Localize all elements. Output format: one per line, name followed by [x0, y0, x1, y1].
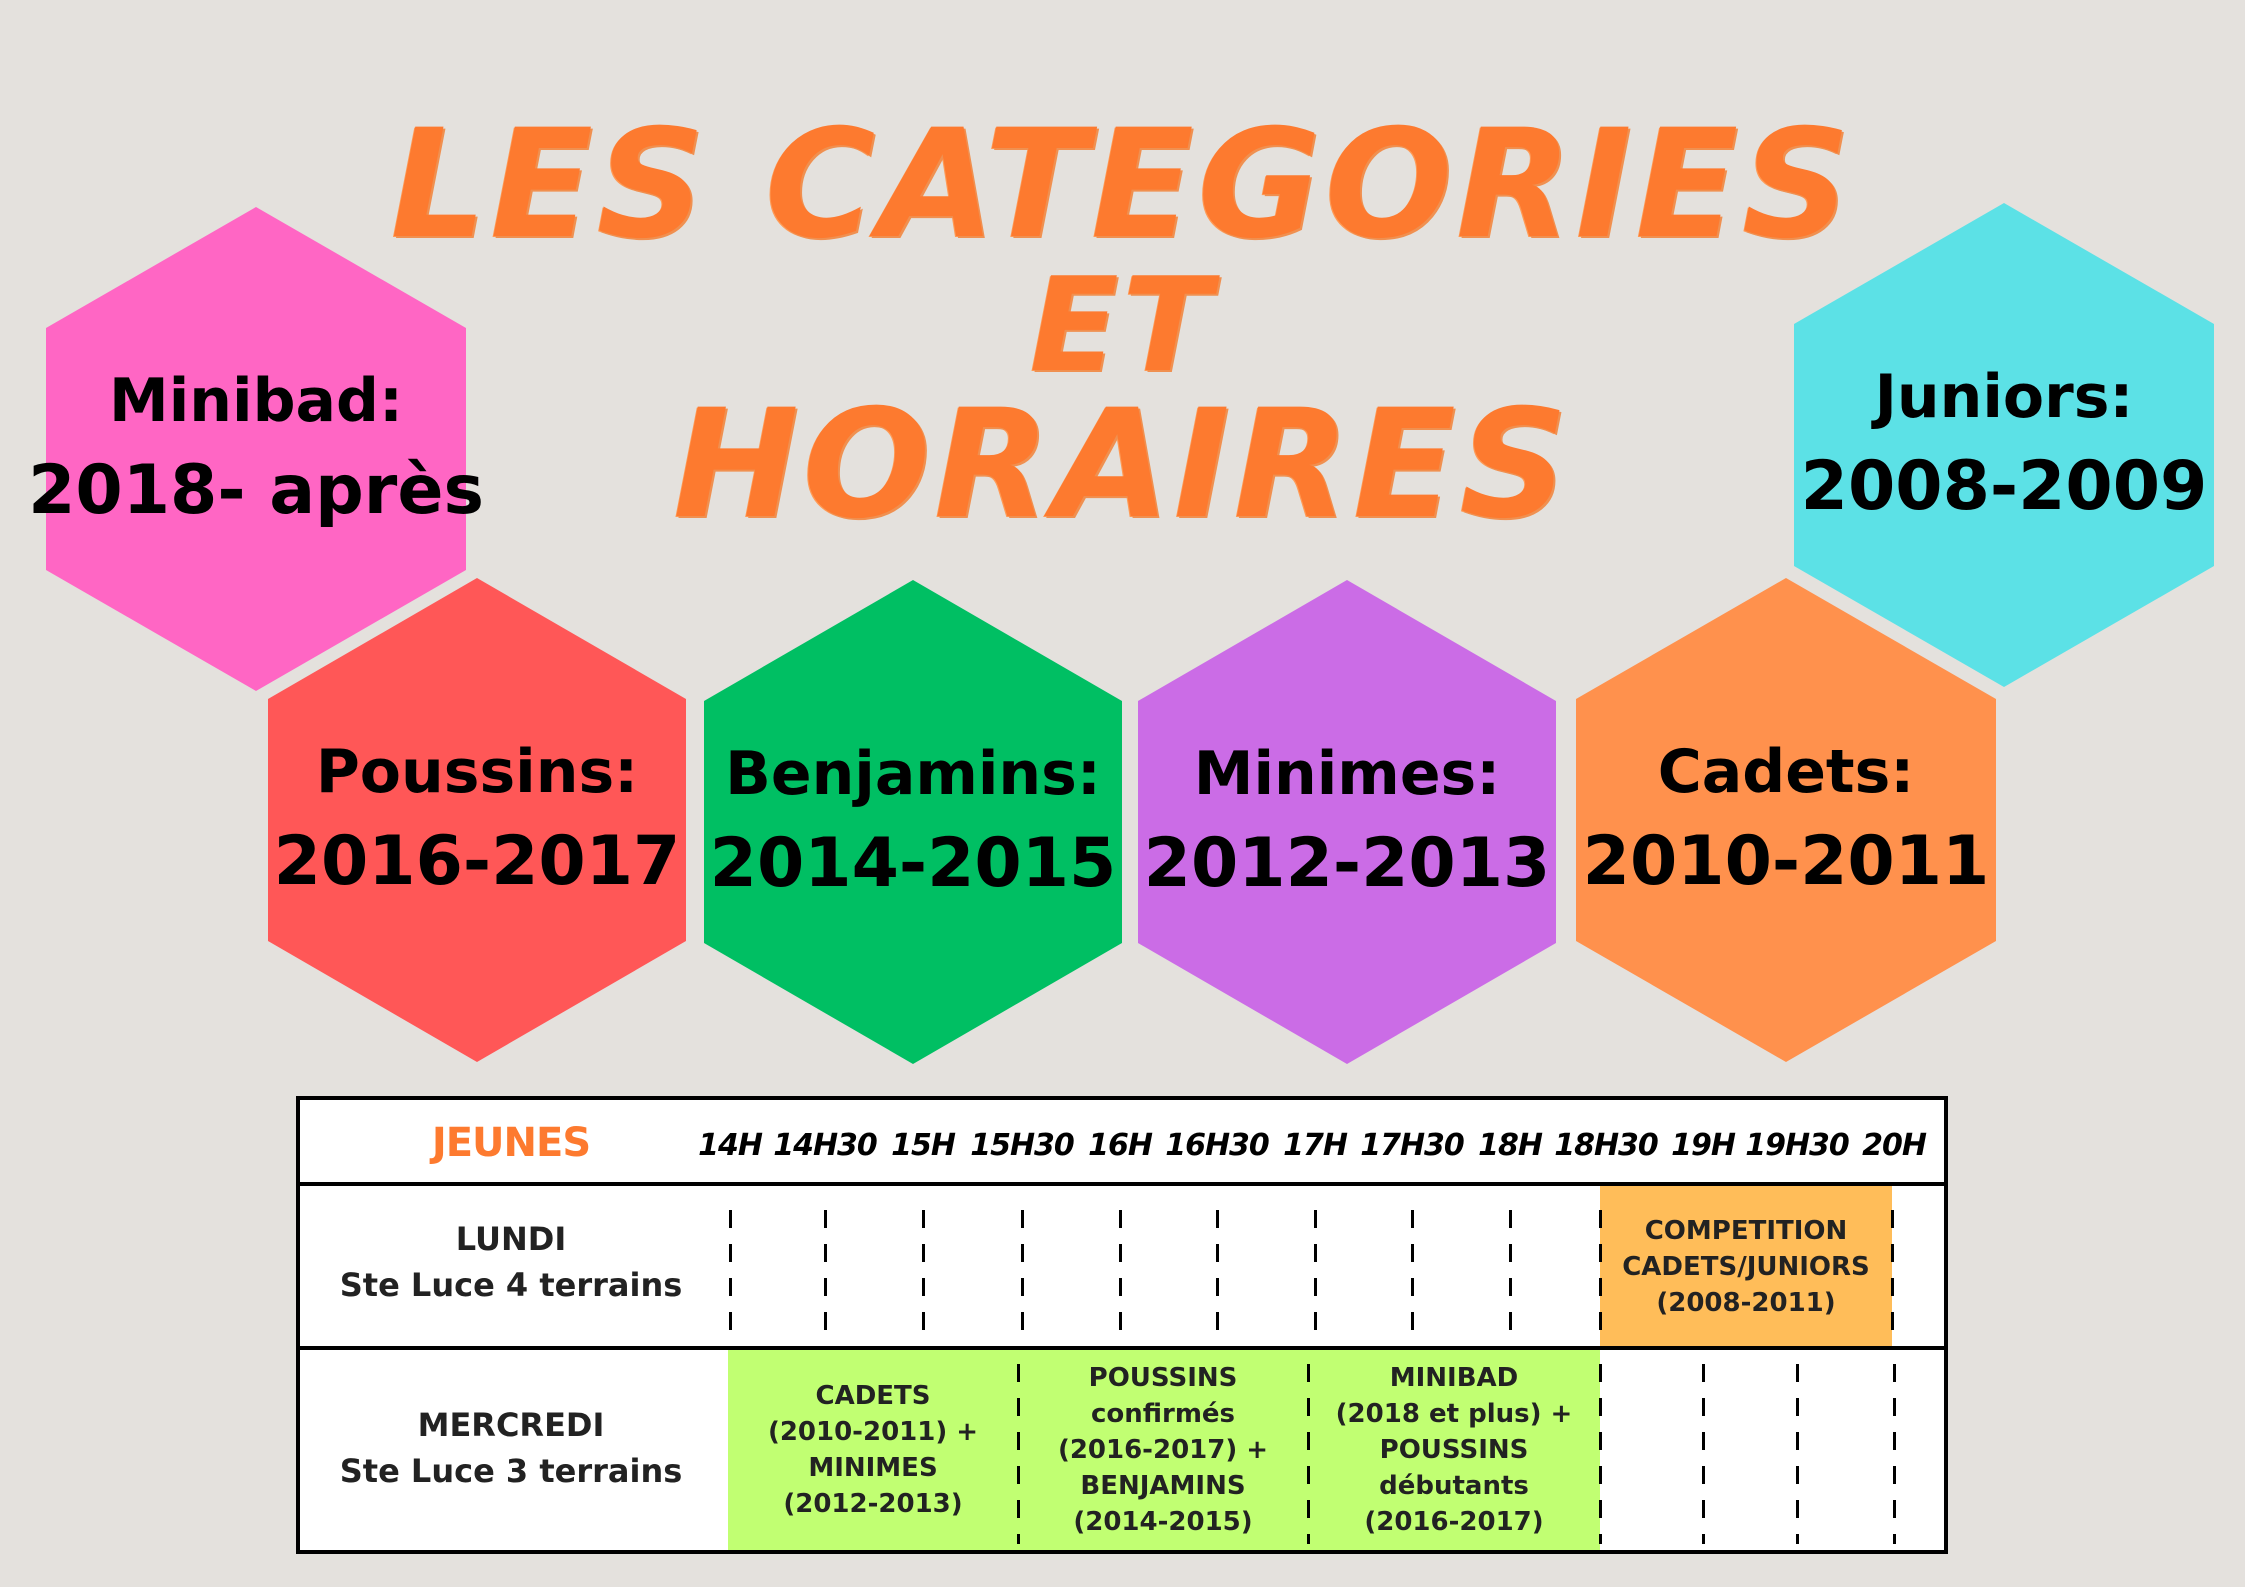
block-line: MINIBAD: [1389, 1363, 1519, 1393]
schedule-table: [296, 1096, 1948, 1554]
time-header: 17H: [1283, 1128, 1347, 1163]
title-line-1: LES CATEGORIES: [390, 98, 1855, 272]
mercredi-block-poussins: [1018, 1350, 1308, 1550]
category-years: 2016-2017: [273, 822, 681, 902]
hex-minimes: [1138, 580, 1556, 1064]
mercredi-block-minibad: [1308, 1350, 1600, 1550]
time-header: 18H: [1478, 1128, 1542, 1163]
block-line: (2014-2015): [1073, 1507, 1253, 1537]
mercredi-dash: [1017, 1364, 1020, 1544]
hex-juniors: [1794, 203, 2214, 687]
block-line: POUSSINS confirmés: [1088, 1363, 1238, 1429]
block-line: (2012-2013): [783, 1489, 963, 1519]
lundi-dash: [1314, 1210, 1317, 1340]
category-years: 2014-2015: [709, 824, 1117, 904]
block-line: POUSSINS débutants: [1379, 1435, 1529, 1501]
time-header: 17H30: [1360, 1128, 1464, 1163]
title-line-2: ET: [1029, 249, 1216, 401]
block-line: CADETS: [815, 1381, 931, 1411]
category-label: Cadets:: [1657, 737, 1915, 808]
time-header: 16H: [1088, 1128, 1152, 1163]
title-line-3: HORAIRES: [673, 378, 1572, 552]
block-line: CADETS/JUNIORS: [1622, 1252, 1870, 1282]
category-label: Minibad:: [109, 366, 403, 437]
day-place: Ste Luce 3 terrains: [339, 1452, 683, 1490]
time-header: 15H: [891, 1128, 955, 1163]
category-years: 2010-2011: [1582, 822, 1990, 902]
lundi-dash: [1021, 1210, 1024, 1340]
time-header: 14H30: [773, 1128, 877, 1163]
hex-benjamins: [704, 580, 1122, 1064]
day-name: LUNDI: [455, 1220, 567, 1258]
lundi-dash: [922, 1210, 925, 1340]
time-header: 19H30: [1745, 1128, 1849, 1163]
category-label: Benjamins:: [725, 739, 1101, 810]
header-divider: [300, 1182, 1944, 1186]
row-label-mercredi: [300, 1402, 722, 1494]
day-name: MERCREDI: [417, 1406, 605, 1444]
time-header: 18H30: [1554, 1128, 1658, 1163]
category-years: 2012-2013: [1143, 824, 1551, 904]
schedule-header-jeunes: JEUNES: [431, 1120, 591, 1166]
lundi-dash: [824, 1210, 827, 1340]
time-header: 19H: [1671, 1128, 1735, 1163]
mercredi-dash: [1893, 1364, 1896, 1544]
row-label-lundi: [300, 1216, 722, 1308]
mercredi-dash: [1796, 1364, 1799, 1544]
block-line: (2016-2017): [1364, 1507, 1544, 1537]
mercredi-dash: [1702, 1364, 1705, 1544]
block-line: (2010-2011) +: [767, 1417, 979, 1447]
lundi-dash: [1216, 1210, 1219, 1340]
mercredi-dash: [1307, 1364, 1310, 1544]
mercredi-dash: [1599, 1364, 1602, 1544]
lundi-dash: [1119, 1210, 1122, 1340]
time-header: 14H: [698, 1128, 762, 1163]
lundi-dash: [1599, 1210, 1602, 1340]
lundi-dash: [1509, 1210, 1512, 1340]
time-header: 20H: [1862, 1128, 1926, 1163]
category-years: 2008-2009: [1800, 447, 2208, 527]
time-header: 16H30: [1165, 1128, 1269, 1163]
block-line: COMPETITION: [1644, 1216, 1848, 1246]
category-label: Juniors:: [1874, 362, 2134, 433]
lundi-dash: [1891, 1210, 1894, 1340]
block-line: (2008-2011): [1656, 1288, 1836, 1318]
lundi-dash: [1411, 1210, 1414, 1340]
hex-poussins: [268, 578, 686, 1062]
lundi-competition-block: [1600, 1186, 1892, 1348]
day-place: Ste Luce 4 terrains: [339, 1266, 683, 1304]
category-label: Poussins:: [315, 737, 639, 808]
lundi-dash: [729, 1210, 732, 1340]
block-line: (2018 et plus) +: [1335, 1399, 1573, 1429]
block-line: MINIMES: [808, 1453, 938, 1483]
category-years: 2018- après: [28, 451, 484, 531]
block-line: BENJAMINS: [1080, 1471, 1246, 1501]
block-line: (2016-2017) +: [1057, 1435, 1269, 1465]
category-label: Minimes:: [1193, 739, 1501, 810]
mercredi-block-cadets: [728, 1350, 1018, 1550]
time-header: 15H30: [970, 1128, 1074, 1163]
row-divider: [300, 1346, 1944, 1350]
